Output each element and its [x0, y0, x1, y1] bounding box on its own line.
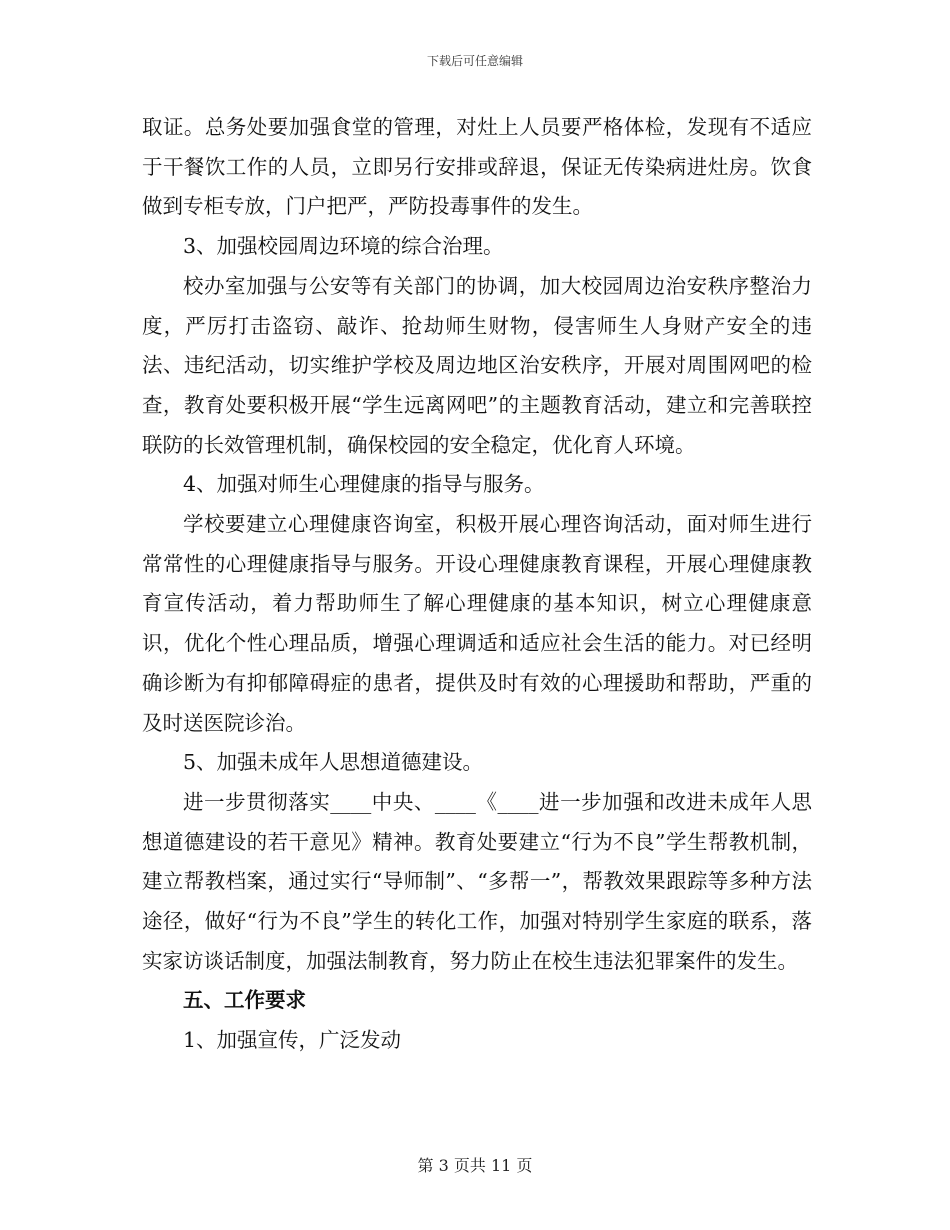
subheading-5: 5、加强未成年人思想道德建设。 [183, 750, 484, 775]
page-header: 下载后可任意编辑 [426, 54, 523, 68]
page-number: 第 3 页共 11 页 [417, 1156, 533, 1175]
paragraph-campus-environment: 校办室加强与公安等有关部门的协调，加大校园周边治安秩序整治力度，严厉打击盗窃、敲诈、抢劫师生财物，侵害师生人身财产安全的违法、违纪活动，切实维护学校及周边地区治安秩序，开展对周围网吧的检查，教育处要积极开展“学生远离网吧”的主题教育活动，建立和完善联控联防的长效管理机制，确保校园的安全稳定，优化育人环境。 [142, 273, 812, 457]
paragraph-moral-education: 进一步贯彻落实____中央、____《____进一步加强和改进未成年人思想道德建设的若干意见》精神。教育处要建立“行为不良”学生帮教机制，建立帮教档案，通过实行“导师制”、“多帮一”，帮教效果跟踪等多种方法途径，做好“行为不良”学生的转化工作，加强对特别学生家庭的联系，落实家访谈话制度，加强法制教育，努力防止在校生违法犯罪案件的发生。 [142, 789, 812, 973]
subheading-4: 4、加强对师生心理健康的指导与服务。 [183, 472, 545, 497]
paragraph-mental-health: 学校要建立心理健康咨询室，积极开展心理咨询活动，面对师生进行常常性的心理健康指导与服务。开设心理健康教育课程，开展心理健康教育宣传活动，着力帮助师生了解心理健康的基本知识，树立心理健康意识，优化个性心理品质，增强心理调适和适应社会生活的能力。对已经明确诊断为有抑郁障碍症的患者，提供及时有效的心理援助和帮助，严重的及时送医院诊治。 [142, 512, 812, 735]
subheading-publicity: 1、加强宣传，广泛发动 [183, 1028, 402, 1053]
subheading-3: 3、加强校园周边环境的综合治理。 [183, 234, 504, 259]
paragraph-continuation: 取证。总务处要加强食堂的管理，对灶上人员要严格体检，发现有不适应于干餐饮工作的人员，立即另行安排或辞退，保证无传染病进灶房。饮食做到专柜专放，门户把严，严防投毒事件的发生。 [142, 115, 812, 219]
document-body [142, 108, 812, 1061]
section-heading-work-requirements: 五、工作要求 [183, 988, 306, 1013]
